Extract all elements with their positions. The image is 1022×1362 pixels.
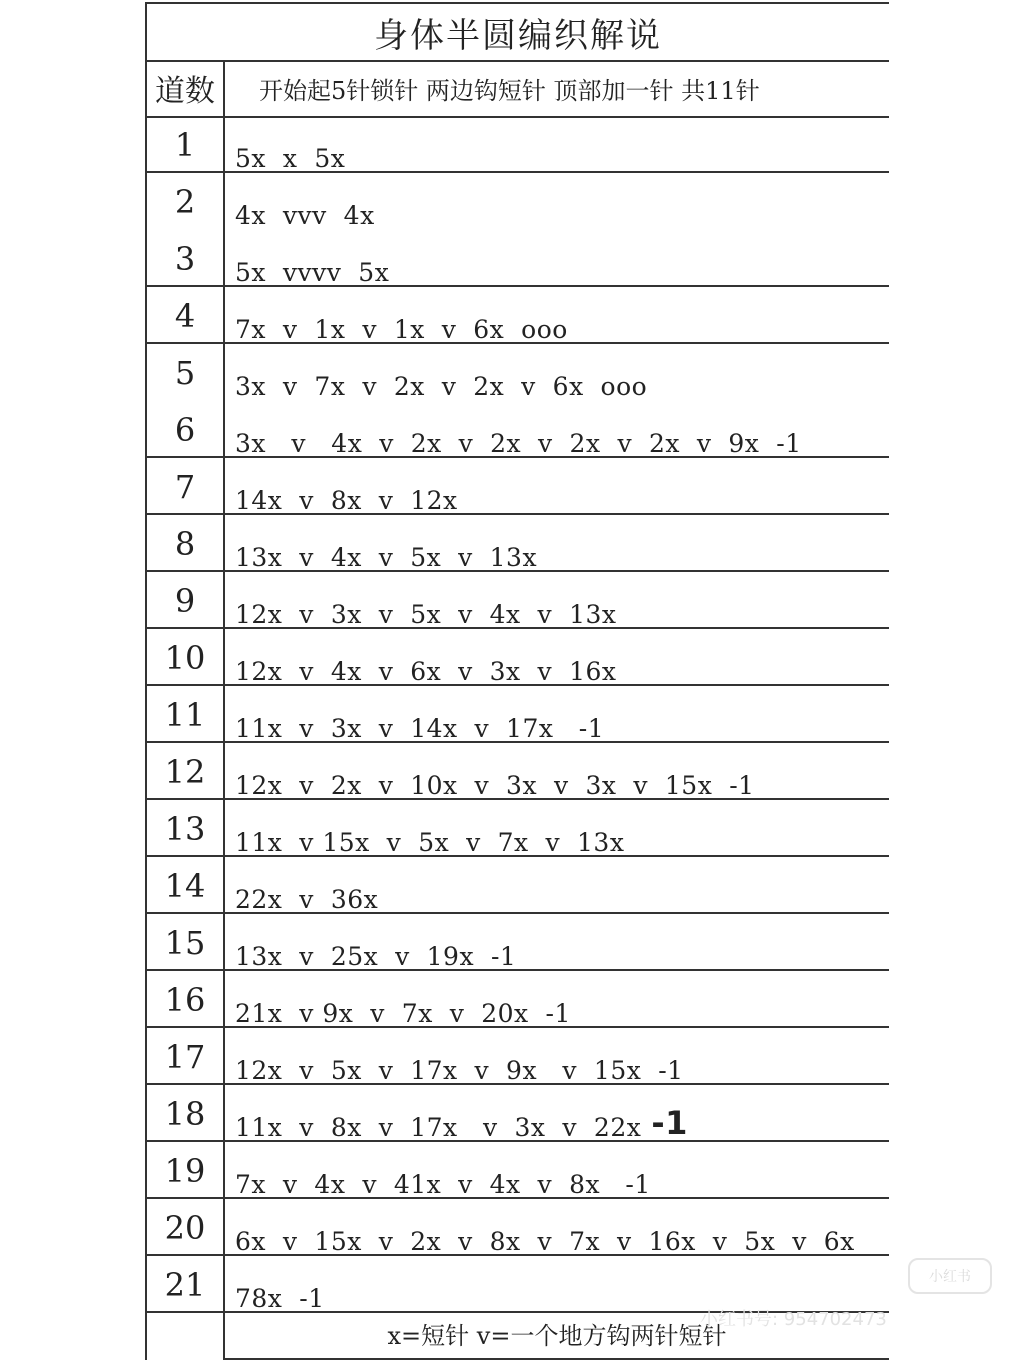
row-instruction-text: 7x v 1x v 1x v 6x ooo [235,315,568,344]
row-number: 17 [164,1037,206,1076]
row-instruction-text: 5x vvvv 5x [235,258,390,287]
row-number: 4 [174,296,196,335]
table-row [147,1028,889,1085]
table-row [147,1142,889,1199]
watermark-badge: 小红书 [908,1258,992,1294]
row-line [147,116,889,173]
row-instruction-text: 14x v 8x v 12x [235,486,458,515]
row-line [147,515,889,572]
row-line [147,1028,889,1085]
stitch-legend: x=短针 v=一个地方钩两针短针 [225,1308,889,1360]
row-instruction [235,287,568,345]
row-number: 10 [164,638,206,677]
row-instruction-text: 12x v 2x v 10x v 3x v 3x v 15x -1 [235,771,755,800]
table-row [147,287,889,344]
row-line [147,572,889,629]
row-number: 6 [174,410,196,449]
row-instruction [235,458,458,516]
table-header [147,60,889,118]
row-number: 20 [164,1208,206,1247]
row-line [147,1142,889,1199]
row-instruction [235,401,802,459]
row-number: 19 [164,1151,206,1190]
row-instruction [235,1199,855,1257]
row-number: 8 [174,524,196,563]
row-instruction-text: 21x v 9x v 7x v 20x -1 [235,999,571,1028]
table-row [147,629,889,686]
row-line [147,971,889,1028]
row-number: 2 [174,182,196,221]
rows-label: 道数 [155,74,215,109]
table-row [147,1199,889,1256]
row-instruction-text: 11x v 3x v 14x v 17x -1 [235,714,605,743]
row-line [147,857,889,914]
row-instruction [235,572,616,630]
row-instruction-text: 12x v 5x v 17x v 9x v 15x -1 [235,1056,684,1085]
row-instruction [235,914,516,972]
row-line [147,686,889,743]
row-number: 21 [164,1265,206,1304]
table-row [147,686,889,743]
row-number: 7 [174,467,196,506]
row-instruction [235,800,624,858]
row-instruction [235,857,378,915]
table-row [147,116,889,173]
row-instruction [235,686,604,744]
row-instruction [235,1028,684,1086]
row-number: 13 [164,809,206,848]
row-instruction-text: 11x v 8x v 17x v 3x v 22x [235,1113,642,1142]
row-instruction-text: 13x v 25x v 19x -1 [235,942,517,971]
row-line [147,458,889,515]
table-row [147,743,889,800]
row-instruction-text: 6x v 15x v 2x v 8x v 7x v 16x v 5x v 6x [235,1227,855,1256]
row-instruction-text: 7x v 4x v 41x v 4x v 8x -1 [235,1170,651,1199]
table-row [147,971,889,1028]
row-instruction [235,1256,325,1314]
table-row [147,800,889,857]
row-instruction [235,629,616,687]
table-row [147,914,889,971]
row-line [147,743,889,800]
row-number: 16 [164,980,206,1019]
row-line [147,230,889,287]
row-line [147,800,889,857]
table-row [147,857,889,914]
row-instruction-text: 5x x 5x [235,144,346,173]
row-instruction-text: 12x v 3x v 5x v 4x v 13x [235,600,617,629]
pattern-sheet [145,2,889,1360]
start-instruction: 开始起5针锁针 两边钩短针 顶部加一针 共11针 [259,76,760,105]
row-number: 12 [164,752,206,791]
row-instruction [235,1085,688,1143]
row-number: 11 [164,695,206,734]
row-number: 18 [164,1094,206,1133]
row-instruction-text: 3x v 7x v 2x v 2x v 6x ooo [235,372,648,401]
row-instruction-text: 13x v 4x v 5x v 13x [235,543,538,572]
row-instruction-text: 11x v 15x v 5x v 7x v 13x [235,828,625,857]
row-instruction [235,1142,651,1200]
row-instruction [235,971,571,1029]
row-instruction [235,173,375,231]
row-instruction-text: 78x -1 [235,1284,325,1313]
row-number: 14 [164,866,206,905]
row-line [147,1199,889,1256]
row-instruction [235,515,537,573]
row-instruction-text: 4x vvv 4x [235,201,375,230]
row-number: 9 [174,581,196,620]
row-number: 15 [164,923,206,962]
row-number: 3 [174,239,196,278]
row-instruction [235,116,345,174]
row-number: 5 [174,353,196,392]
table-row [147,572,889,629]
table-row [147,515,889,572]
watermark-text: 小红书号: 954702473 [700,1309,887,1330]
row-instruction-text: 12x v 4x v 6x v 3x v 16x [235,657,617,686]
table-row [147,173,889,287]
row-line [147,173,889,230]
row-instruction [235,344,647,402]
row-line [147,629,889,686]
row-instruction-text: 3x v 4x v 2x v 2x v 2x v 2x v 9x -1 [235,429,802,458]
row-bold-suffix: -1 [651,1104,688,1142]
row-line [147,344,889,401]
table-row [147,344,889,458]
table-row [147,1085,889,1142]
row-line [147,1085,889,1142]
row-line [147,914,889,971]
table-row [147,458,889,515]
row-number: 1 [174,125,196,164]
page-title: 身体半圆编织解说 [147,2,889,62]
row-instruction [235,230,389,288]
row-line [147,401,889,458]
row-line [147,287,889,344]
row-instruction-text: 22x v 36x [235,885,379,914]
row-instruction [235,743,755,801]
